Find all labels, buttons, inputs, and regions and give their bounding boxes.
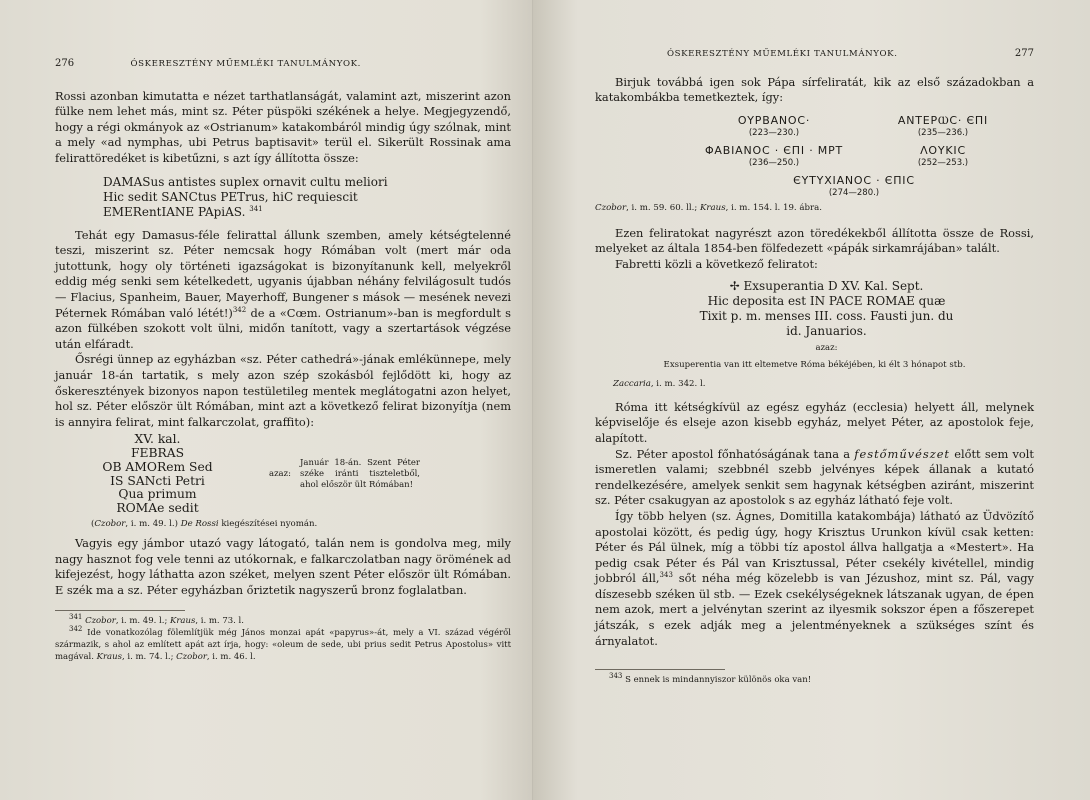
left-paragraph-2	[55, 228, 511, 353]
graffito-line: ROMAe sedit	[116, 501, 199, 516]
paragraph-text: Sz. Péter apostol főnhatóságának tana a	[615, 446, 855, 461]
epitaph-date: (252—253.)	[917, 157, 969, 168]
graffito-block	[55, 433, 511, 516]
epitaph-name: ЄΥΤΥΧΙΑΝΟϹ · ЄΠΙϹ	[793, 173, 915, 187]
footnote-number: 341	[69, 613, 83, 622]
damasus-inscription	[103, 175, 511, 220]
exs-citation	[595, 378, 1034, 390]
right-paragraph-2: Ezen feliratokat nagyrészt azon töredékekből állította össze de Rossi, melyeket az általa 1854-ben fölfedezett «pápák sirkamrájában» talált.	[595, 225, 1034, 256]
footnote-number: 343	[609, 672, 623, 681]
cite-text: , i. m. 46. l.	[206, 651, 256, 662]
epitaph-citation	[595, 202, 1034, 214]
paragraph-text: sőt néha még közelebb is van Jézushoz, mint sz. Pál, vagy díszesebb széken ül stb. — Ezek csekélységeknek látszanak ugyan, de épen nem azok, mert a jelvénytan szerint az ilyesmik sokszor épen a főszerepet játszák, s ezek adják meg a jelentményeknek a szükséges színt és árnyalatot.	[595, 571, 1034, 648]
right-paragraph-1: Birjuk továbbá igen sok Pápa sírfeliratát, kik az első századokban a katakombákba temetkeztek, így:	[595, 74, 1034, 105]
cite-author: Kraus	[170, 616, 196, 627]
paragraph-text: előtt sem volt ismeretlen valami; szebbnél szebb jelvényes képek állanak a kutató rendelkezésére, amelyek senkit sem hagynak kétségben aziránt, miszerint sz. Péter csakugyan az apostolok s az egyház látható feje volt.	[595, 446, 1034, 508]
inscription-line: Hic deposita est IN PACE ROMAE quæ	[707, 293, 946, 308]
right-paragraph-4: Róma itt kétségkívül az egész egyház (ecclesia) helyett áll, melynek képviselője és elseje azon kisebb egyház, melyet Péter, az apostolok feje, alapított.	[595, 399, 1034, 445]
graffito-line: IS SANcti Petri	[110, 473, 205, 488]
epitaph-name: ΦΑΒΙΑΝΟϹ · ЄΠΙ · ΜΡΤ	[704, 143, 844, 157]
right-page-number: 277	[1014, 48, 1034, 59]
cite-author: Kraus	[96, 651, 122, 662]
inscription-line: Tixit p. m. menses III. coss. Fausti jun. du	[699, 308, 954, 323]
footnote-number: 342	[69, 625, 83, 634]
footnote-divider	[595, 669, 725, 670]
graffito-line: OB AMORem Sed	[102, 459, 213, 474]
graffito-line: FEBRAS	[130, 446, 185, 461]
emphasis-text: festőművészet	[854, 446, 951, 461]
inscription-line: DAMASus antistes suplex ornavit cultu meliori	[103, 174, 388, 189]
paragraph-text: de a «Cœm. Ostrianum»-ban is megfordult s azon fülkében szokott volt ülni, midőn tanított, vagy a szertartások végzése után elfáradt.	[55, 305, 511, 351]
epitaph	[685, 114, 863, 144]
inscription-line: ✢ Exsuperantia D XV. Kal. Sept.	[729, 278, 924, 293]
left-paragraph-3: Ősrégi ünnep az egyházban «sz. Péter cathedrá»-jának emlékünnepe, mely január 18-án tartatik, s mely azon szép szokásból fejlődött ki, hogy az őskeresztények bizonyos napon testületileg mentek meglátogatni azon helyet, hol sz. Péter először ült Rómában, mint azt a következő felirat bizonyítja (nem is annyira felirat, mint falkarczolat, graffito):	[55, 352, 511, 429]
left-paragraph-4: Vagyis egy jámbor utazó vagy látogató, talán nem is gondolva meg, mily nagy hasznot fog vele tenni az utókornak, e falkarczolatban nagy örömének ad kifejezést, hogy láthatta azon széket, melyen szent Péter először ült Rómában. E szék ma a sz. Péter egyházban őriztetik nagyszerű bronz foglalatban.	[55, 536, 511, 597]
inscription-line: Hic sedit SANCtus PETrus, hiC requiescit	[103, 189, 358, 204]
right-paragraph-3: Fabretti közli a következő feliratot:	[615, 256, 818, 271]
cite-text: , i. m. 49. l.)	[125, 519, 181, 530]
cite-author: Czobor	[595, 202, 627, 213]
epitaph	[685, 174, 1023, 199]
inscription-line	[103, 205, 511, 220]
inscription-line: id. Januarios.	[786, 323, 867, 338]
epitaph	[863, 144, 1023, 174]
cite-author: Czobor	[94, 519, 126, 530]
left-page-number: 276	[55, 58, 75, 69]
epitaph-date: (223—230.)	[748, 127, 800, 138]
footnote-341	[55, 613, 511, 628]
graffito-citation: (Czobor, i. m. 49. l.) De Rossi kiegészítései nyomán.	[91, 519, 318, 530]
epitaph	[685, 144, 863, 174]
footnote-ref[interactable]: 341	[249, 204, 263, 213]
papal-epitaphs	[685, 114, 1034, 174]
cite-author: De Rossi	[180, 519, 219, 530]
cite-author: Zaccaria	[613, 378, 651, 389]
graffito-azaz: azaz:	[269, 468, 291, 479]
graffito-line: XV. kal.	[134, 432, 181, 447]
inscription-line-text: EMERentIANE PApiAS.	[103, 204, 246, 219]
epitaph-name: ΟΥΡΒΑΝΟϹ·	[737, 113, 811, 127]
epitaph-date: (235—236.)	[917, 127, 969, 138]
left-paragraph-1: Rossi azonban kimutatta e nézet tarthatlanságát, valamint azt, miszerint azon fülke nem lehet más, mint sz. Péter püspöki székének a helye. Megjegyzendő, hogy a régi okmányok az «Ostrianum» katakombáról mindig úgy szólnak, mint a mely «ad nymphas, ubi Petrus baptisavit» terül el. Sikerült Rossinak ama felirattöredéket is kibetűzni, s azt így állította össze:	[55, 88, 511, 165]
left-running-head	[55, 56, 511, 73]
cite-author: Kraus	[700, 202, 726, 213]
exs-translation: Exsuperentia van itt eltemetve Róma békéjében, ki élt 3 hónapot stb.	[663, 360, 966, 371]
footnote-ref[interactable]: 343	[659, 571, 673, 580]
footnote-343	[595, 672, 1034, 687]
left-page	[0, 0, 533, 800]
cite-text: , i. m. 342. l.	[650, 378, 706, 389]
cite-author: Czobor	[176, 651, 207, 662]
paragraph-text: Tehát egy Damasus-féle felirattal állunk szemben, amely kétségtelenné teszi, miszerint sz. Péter nemcsak hogy Rómában volt (mert már oda jutottunk, hogy oly történeti igazságokat is bizonyítanunk kell, melyekről eddig még senki sem kételkedett, ugyanis újabban néhány felvilágosult tudós — Flacius, Spanheim, Bauer, Mayerhoff, Bungener s mások — mesének nevezi Péternek Rómában való létét!)	[55, 227, 511, 320]
epitaph-date: (274—280.)	[828, 187, 880, 198]
right-page	[533, 0, 1090, 800]
cite-text: , i. m. 74. l.;	[121, 651, 177, 662]
cite-text: , i. m. 59. 60. ll.;	[626, 202, 701, 213]
cite-text: , i. m. 49. l.;	[115, 616, 171, 627]
footnote-divider	[55, 610, 185, 611]
right-running-head	[595, 46, 1034, 63]
footnote-342	[55, 625, 512, 663]
left-running-title: ÓSKERESZTÉNY MŰEMLÉKI TANULMÁNYOK.	[130, 59, 361, 69]
epitaph	[863, 114, 1023, 144]
epitaph-name: ΛΟΥΚΙϹ	[920, 143, 966, 157]
cite-text: kiegészítései nyomán.	[218, 519, 318, 530]
cite-text: , i. m. 73. l.	[195, 616, 244, 627]
footnote-ref[interactable]: 342	[232, 305, 247, 314]
paragraph-text: Így több helyen (sz. Ágnes, Domitilla katakombája) látható az Üdvözítő apostolai között, és pedig úgy, hogy Krisztus Urunkon kívül csak ketten: Péter és Pál ülnek, míg a többi tíz apostol állva hallgatja a «Mestert». Ha pedig csak Péter és Pál van Krisztussal, Péter csekély kivétellel, mindig jobbról áll,	[595, 508, 1034, 586]
exs-azaz: azaz:	[815, 342, 838, 353]
right-paragraph-6	[595, 509, 1034, 649]
graffito-lines	[55, 433, 260, 516]
epitaph-date: (236—250.)	[748, 157, 800, 168]
graffito-translation: Január 18-án. Szent Péter széke iránti tiszteletből, ahol először ült Rómában!	[300, 458, 420, 491]
right-paragraph-5	[595, 447, 1034, 509]
exsuperantia-inscription	[619, 279, 1034, 339]
footnote-text: Ide vonatkozólag fölemlítjük még János monzai apát «papyrus»-át, mely a VI. század végéről származik, s ahol az említett apát azt írja, hogy: «oleum de sede, ubi prius sedit Petrus Apostolus» vitt magával.	[55, 628, 512, 662]
graffito-line: Qua primum	[118, 487, 197, 502]
right-running-title: ÓSKERESZTÉNY MŰEMLÉKI TANULMÁNYOK.	[667, 49, 898, 59]
cite-author: Czobor	[85, 616, 116, 627]
epitaph-name: ΑΝΤΕΡⲰϹ· ЄΠΙ	[897, 113, 989, 127]
footnote-text: S ennek is mindannyiszor különös oka van!	[625, 675, 812, 686]
cite-text: , i. m. 154. l. 19. ábra.	[725, 202, 822, 213]
